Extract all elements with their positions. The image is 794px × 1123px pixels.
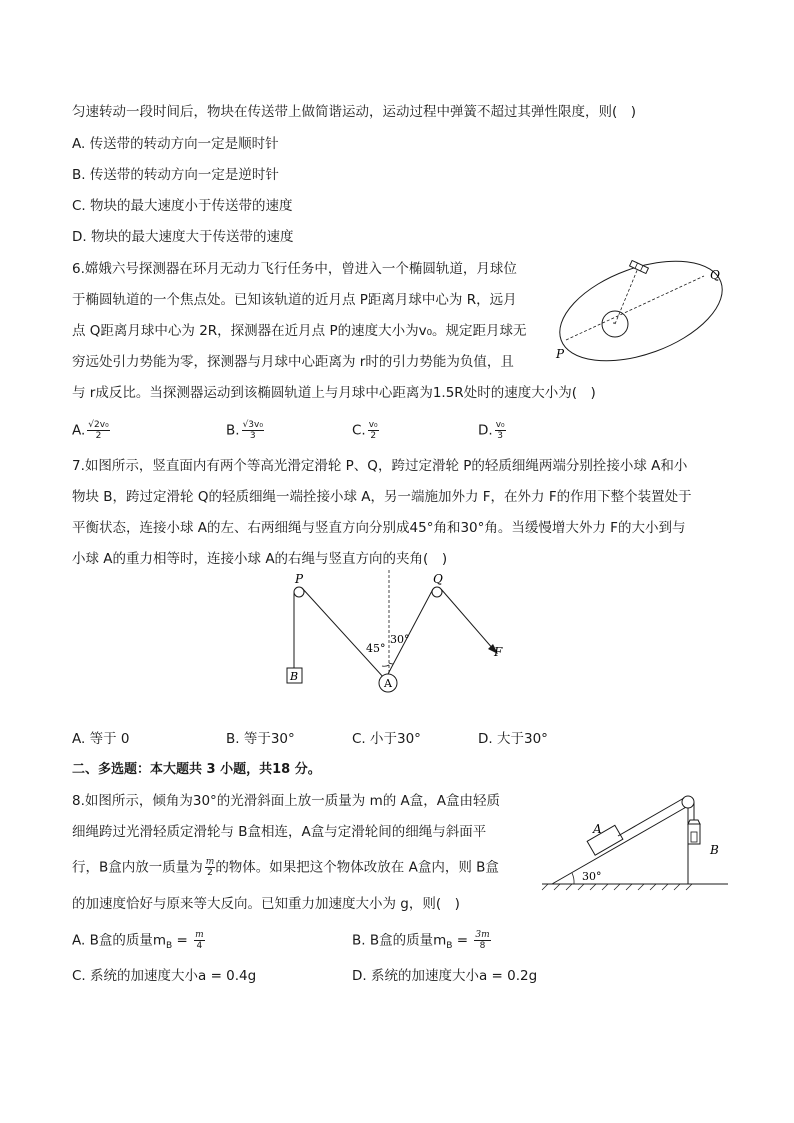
label-angle-45: 45° (366, 642, 386, 655)
orbit-ellipse (552, 256, 730, 366)
label-angle-30: 30° (582, 870, 602, 883)
q6-option-c-fraction: $\frac{\text{v₀}}{2}$ (368, 420, 378, 441)
q6-option-a-fraction: $\frac{\text{√2v₀}}{2}$ (88, 420, 109, 441)
q6-orbit-figure (552, 256, 730, 366)
q6-text-line-1: 6.嫦娥六号探测器在环月无动力飞行任务中，曾进入一个椭圆轨道，月球位 (72, 261, 517, 277)
rope-a-to-q (388, 589, 433, 674)
q6-text-line-4: 穷远处引力势能为零，探测器与月球中心距离为 r时的引力势能为负值，且 (72, 354, 514, 370)
label-q: Q (710, 268, 720, 282)
q6-option-c[interactable]: C. $\frac{\text{v₀}}{2}$ (352, 420, 378, 441)
q6-text-line-2: 于椭圆轨道的一个焦点处。已知该轨道的近月点 P距离月球中心为 R，远月 (72, 292, 517, 308)
q7-option-a[interactable]: A. 等于 0 (72, 731, 130, 747)
q8-incline-figure (538, 790, 734, 894)
q8-text-line-2: 细绳跨过光滑轻质定滑轮与 B盒相连，A盒与定滑轮间的细绳与斜面平 (72, 824, 487, 840)
label-f: F (494, 645, 503, 659)
label-p: P (556, 347, 565, 361)
q8-option-a[interactable]: A. B盒的质量$m_B$ = $\frac{m}{4}$ (72, 930, 204, 952)
q7-text-line-1: 7.如图所示，竖直面内有两个等高光滑定滑轮 P、Q，跨过定滑轮 P的轻质细绳两端分别拴接小球 A和小 (72, 458, 688, 474)
label-b: B (710, 843, 719, 857)
label-angle-30: 30° (390, 633, 410, 646)
q7-option-c[interactable]: C. 小于30° (352, 731, 421, 747)
incline-surface (552, 806, 688, 884)
q5-option-d[interactable]: D. 物块的最大速度大于传送带的速度 (72, 229, 294, 245)
q6-text-line-5: 与 r成反比。当探测器运动到该椭圆轨道上与月球中心距离为1.5R处时的速度大小为( ) (72, 385, 596, 401)
q7-text-line-3: 平衡状态，连接小球 A的左、右两细绳与竖直方向分别成45°角和30°角。当缓慢增大外力 F的大小到与 (72, 520, 686, 536)
q8-option-b[interactable]: B. B盒的质量$m_B$ = $\frac{3m}{8}$ (352, 930, 490, 952)
label-a: A (384, 677, 392, 690)
q7-text-line-2: 物块 B，跨过定滑轮 Q的轻质细绳一端拴接小球 A，另一端施加外力 F，在外力 F的作用下整个装置处于 (72, 489, 692, 505)
q5-option-b[interactable]: B. 传送带的转动方向一定是逆时针 (72, 167, 279, 183)
section-2-title: 二、多选题：本大题共 3 小题，共18 分。 (72, 762, 321, 777)
intro-text: 匀速转动一段时间后，物块在传送带上做简谐运动，运动过程中弹簧不超过其弹性限度，则( ) (72, 104, 637, 120)
q6-option-b-fraction: $\frac{\text{√3v₀}}{3}$ (242, 420, 263, 441)
label-b: B (290, 670, 299, 683)
probe-satellite-icon (630, 260, 649, 273)
q5-option-a[interactable]: A. 传送带的转动方向一定是顺时针 (72, 136, 279, 152)
q6-option-d-fraction: $\frac{\text{v₀}}{3}$ (495, 420, 505, 441)
q8-mass-fraction: $\frac{m}{2}$ (205, 857, 215, 878)
rope-a-to-pulley (618, 798, 684, 836)
q8-text-line-1: 8.如图所示，倾角为30°的光滑斜面上放一质量为 m的 A盒，A盒由轻质 (72, 793, 501, 809)
q8-text-line-4: 的加速度恰好与原来等大反向。已知重力加速度大小为 g，则( ) (72, 896, 460, 912)
q8-option-d[interactable]: D. 系统的加速度大小a = 0.2g (352, 968, 538, 984)
q8-option-b-fraction: $\frac{3m}{8}$ (475, 930, 490, 951)
q8-option-c[interactable]: C. 系统的加速度大小a = 0.4g (72, 968, 257, 984)
q5-option-c[interactable]: C. 物块的最大速度小于传送带的速度 (72, 198, 293, 214)
label-a: A (593, 822, 602, 836)
q6-text-line-3: 点 Q距离月球中心为 2R，探测器在近月点 P的速度大小为v₀。规定距月球无 (72, 323, 527, 339)
q7-pulley-figure (280, 570, 510, 698)
label-q: Q (433, 572, 443, 586)
q7-option-d[interactable]: D. 大于30° (478, 731, 548, 747)
pulley-q (432, 587, 442, 597)
q7-option-b[interactable]: B. 等于30° (226, 731, 295, 747)
q7-text-line-4: 小球 A的重力相等时，连接小球 A的右绳与竖直方向的夹角( ) (72, 551, 448, 567)
label-p: P (295, 572, 304, 586)
major-axis-line (566, 276, 704, 340)
rope-q-to-f (441, 589, 494, 650)
q6-option-b[interactable]: B. $\frac{\text{√3v₀}}{3}$ (226, 420, 263, 441)
q8-option-a-fraction: $\frac{m}{4}$ (195, 930, 204, 951)
q6-option-a[interactable]: A. $\frac{\text{√2v₀}}{2}$ (72, 420, 109, 441)
q8-text-line-3: 行，B盒内放一质量为 $\frac{m}{2}$ 的物体。如果把这个物体改放在 A盒内，则 B盒 (72, 857, 499, 878)
q6-option-d[interactable]: D. $\frac{\text{v₀}}{3}$ (478, 420, 505, 441)
rope-p-to-a (302, 588, 384, 678)
